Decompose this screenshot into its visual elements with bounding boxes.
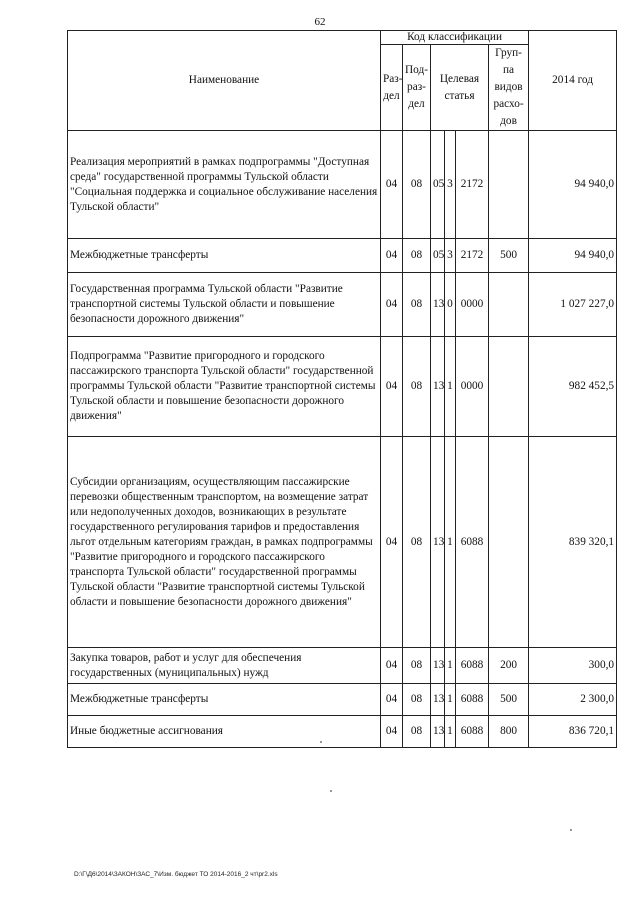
row-razdel: 04 [381, 437, 403, 648]
row-amount: 300,0 [529, 648, 617, 684]
header-razdel: Раз-дел [381, 45, 403, 131]
row-cs2: 1 [445, 684, 456, 716]
row-cs1: 13 [431, 273, 445, 337]
row-vr: 800 [489, 716, 529, 748]
row-cs2: 1 [445, 648, 456, 684]
row-cs3: 0000 [456, 337, 489, 437]
row-razdel: 04 [381, 337, 403, 437]
row-cs1: 05 [431, 131, 445, 239]
row-podrazdel: 08 [403, 684, 431, 716]
row-cs2: 0 [445, 273, 456, 337]
header-year: 2014 год [529, 31, 617, 131]
row-vr: 200 [489, 648, 529, 684]
header-code: Код классификации [381, 31, 529, 45]
row-cs2: 1 [445, 337, 456, 437]
scan-speck [570, 829, 572, 831]
header-gruppa: Груп-па видов расхо-дов [489, 45, 529, 131]
row-razdel: 04 [381, 239, 403, 273]
row-name: Закупка товаров, работ и услуг для обеспечения государственных (муниципальных) нужд [68, 648, 381, 684]
row-podrazdel: 08 [403, 648, 431, 684]
row-cs3: 6088 [456, 648, 489, 684]
row-amount: 1 027 227,0 [529, 273, 617, 337]
row-cs1: 13 [431, 716, 445, 748]
row-vr [489, 337, 529, 437]
row-razdel: 04 [381, 131, 403, 239]
row-vr [489, 131, 529, 239]
row-cs1: 13 [431, 648, 445, 684]
row-razdel: 04 [381, 273, 403, 337]
row-name: Иные бюджетные ассигнования [68, 716, 381, 748]
page-number: 62 [314, 16, 326, 28]
row-razdel: 04 [381, 648, 403, 684]
table-row [68, 716, 617, 748]
row-amount: 94 940,0 [529, 131, 617, 239]
row-cs1: 13 [431, 337, 445, 437]
row-amount: 836 720,1 [529, 716, 617, 748]
row-name: Реализация мероприятий в рамках подпрограммы "Доступная среда" государственной программы Тульской области "Социальная поддержка и социальное обслуживание населения Тульской области" [68, 131, 381, 239]
row-name: Межбюджетные трансферты [68, 684, 381, 716]
row-cs3: 6088 [456, 437, 489, 648]
row-podrazdel: 08 [403, 437, 431, 648]
row-vr [489, 273, 529, 337]
row-vr: 500 [489, 684, 529, 716]
row-cs1: 05 [431, 239, 445, 273]
row-cs3: 6088 [456, 684, 489, 716]
table-row [68, 337, 617, 437]
row-amount: 982 452,5 [529, 337, 617, 437]
file-path-footer: D:\Г\Д6\2014\ЗАКОН\ЗАС_7\Изм. бюджет ТО 2014-2016_2 чт\pr2.xls [74, 871, 278, 878]
row-podrazdel: 08 [403, 337, 431, 437]
table-row [68, 684, 617, 716]
header-podrazdel: Под-раз-дел [403, 45, 431, 131]
row-cs2: 3 [445, 131, 456, 239]
table-row [68, 437, 617, 648]
header-row [68, 31, 617, 45]
header-celevaya-statya: Целевая статья [431, 45, 489, 131]
row-name: Государственная программа Тульской области "Развитие транспортной системы Тульской области и повышение безопасности дорожного движения" [68, 273, 381, 337]
row-podrazdel: 08 [403, 239, 431, 273]
row-cs3: 2172 [456, 131, 489, 239]
row-cs1: 13 [431, 684, 445, 716]
row-cs3: 2172 [456, 239, 489, 273]
row-vr [489, 437, 529, 648]
table-row [68, 273, 617, 337]
budget-table [67, 30, 617, 748]
row-cs3: 6088 [456, 716, 489, 748]
row-amount: 2 300,0 [529, 684, 617, 716]
table-row [68, 131, 617, 239]
row-cs2: 1 [445, 437, 456, 648]
row-name: Субсидии организациям, осуществляющим пассажирские перевозки общественным транспортом, на возмещение затрат или недополученных доходов, возникающих в результате государственного регулирования тарифов и предоставления льгот отдельным категориям граждан, в рамках подпрограммы "Развитие пригородного и городского пассажирского транспорта Тульской области" государственной программы Тульской области "Развитие транспортной системы Тульской области и повышение безопасности дорожного движения" [68, 437, 381, 648]
row-vr: 500 [489, 239, 529, 273]
row-name: Подпрограмма "Развитие пригородного и городского пассажирского транспорта Тульской области" государственной программы Тульской области "Развитие транспортной системы Тульской области и повышение безопасности дорожного движения" [68, 337, 381, 437]
row-cs2: 3 [445, 239, 456, 273]
row-podrazdel: 08 [403, 716, 431, 748]
row-amount: 94 940,0 [529, 239, 617, 273]
table-row [68, 239, 617, 273]
scan-speck [330, 790, 332, 792]
table-row [68, 648, 617, 684]
row-razdel: 04 [381, 716, 403, 748]
row-podrazdel: 08 [403, 273, 431, 337]
row-cs2: 1 [445, 716, 456, 748]
row-razdel: 04 [381, 684, 403, 716]
row-cs3: 0000 [456, 273, 489, 337]
scan-speck [320, 741, 322, 743]
row-cs1: 13 [431, 437, 445, 648]
row-amount: 839 320,1 [529, 437, 617, 648]
header-name: Наименование [68, 31, 381, 131]
row-podrazdel: 08 [403, 131, 431, 239]
row-name: Межбюджетные трансферты [68, 239, 381, 273]
